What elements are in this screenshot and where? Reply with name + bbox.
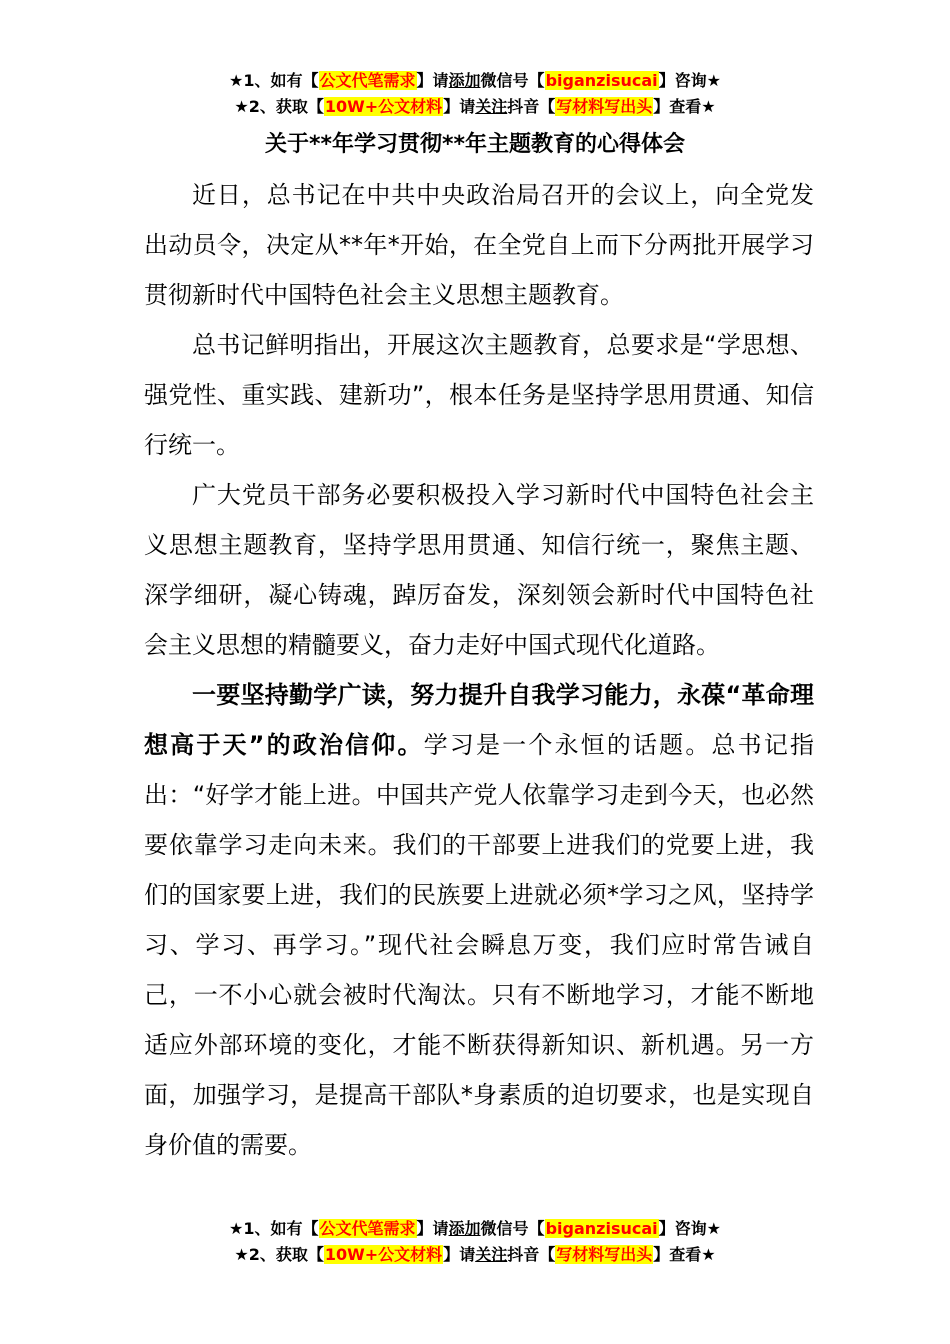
body-paragraph: 总书记鲜明指出，开展这次主题教育，总要求是“学思想、强党性、重实践、建新功”，根本任务是坚持学思用贯通、知信行统一。	[144, 331, 814, 459]
promo-text: 】咨询★	[658, 71, 721, 90]
promo-line-1	[0, 1216, 950, 1242]
promo-text: 微信号【	[480, 1219, 545, 1238]
promo-highlight: 10W+公文材料	[324, 1245, 443, 1264]
document-title: 关于**年学习贯彻**年主题教育的心得体会	[264, 132, 686, 157]
promo-douyin-id: 写材料写出头	[556, 97, 653, 116]
body-paragraph	[144, 670, 814, 1170]
promo-underlined-text: 关注	[475, 97, 508, 116]
promo-line-2	[0, 94, 950, 120]
promo-text: 】咨询★	[658, 1219, 721, 1238]
promo-highlight: 公文代笔需求	[319, 71, 416, 90]
promo-line-2	[0, 1242, 950, 1268]
promo-text: ★1、如有【	[229, 71, 319, 90]
footer-promo-banner	[0, 1216, 950, 1268]
promo-highlight: 公文代笔需求	[319, 1219, 416, 1238]
promo-douyin-id: 写材料写出头	[556, 1245, 653, 1264]
promo-text: 】查看★	[653, 1245, 716, 1264]
promo-text: 】请	[416, 71, 449, 90]
header-promo-banner	[0, 68, 950, 120]
promo-text: 抖音【	[507, 97, 556, 116]
paragraph-text: 学习是一个永恒的话题。总书记指出：“好学才能上进。中国共产党人依靠学习走到今天，也必然要依靠学习走向未来。我们的干部要上进我们的党要上进，我们的国家要上进，我们的民族要上进就必须*学习之风，坚持学习、学习、再学习。”现代社会瞬息万变，我们应时常告诫自己，一不小心就会被时代淘汰。只有不断地学习，才能不断地适应外部环境的变化，才能不断获得新知识、新机遇。另一方面，加强学习，是提高干部队*身素质的迫切要求，也是实现自身价值的需要。	[144, 731, 815, 1159]
paragraph-heading: 一要坚持勤学广读，努力提升自我学习能力，永葆“革命理想高于天”的政治信仰。	[144, 681, 814, 759]
promo-underlined-text: 添加	[448, 71, 481, 90]
promo-text: ★2、获取【	[234, 97, 324, 116]
promo-text: 】请	[443, 1245, 476, 1264]
body-paragraph: 广大党员干部务必要积极投入学习新时代中国特色社会主义思想主题教育，坚持学思用贯通、知信行统一，聚焦主题、深学细研，凝心铸魂，踔厉奋发，深刻领会新时代中国特色社会主义思想的精髓要义，奋力走好中国式现代化道路。	[144, 481, 814, 659]
promo-text: 抖音【	[507, 1245, 556, 1264]
promo-text: 】请	[416, 1219, 449, 1238]
promo-text: 】请	[443, 97, 476, 116]
promo-text: 微信号【	[480, 71, 545, 90]
promo-underlined-text: 关注	[475, 1245, 508, 1264]
promo-highlight: 10W+公文材料	[324, 97, 443, 116]
promo-wechat-id: biganzisucai	[545, 71, 658, 90]
body-paragraph: 近日，总书记在中共中央政治局召开的会议上，向全党发出动员令，决定从**年*开始，在全党自上而下分两批开展学习贯彻新时代中国特色社会主义思想主题教育。	[144, 181, 814, 309]
document-body	[144, 170, 814, 1170]
promo-text: ★2、获取【	[234, 1245, 324, 1264]
promo-wechat-id: biganzisucai	[545, 1219, 658, 1238]
promo-underlined-text: 添加	[448, 1219, 481, 1238]
promo-line-1	[0, 68, 950, 94]
promo-text: 】查看★	[653, 97, 716, 116]
promo-text: ★1、如有【	[229, 1219, 319, 1238]
